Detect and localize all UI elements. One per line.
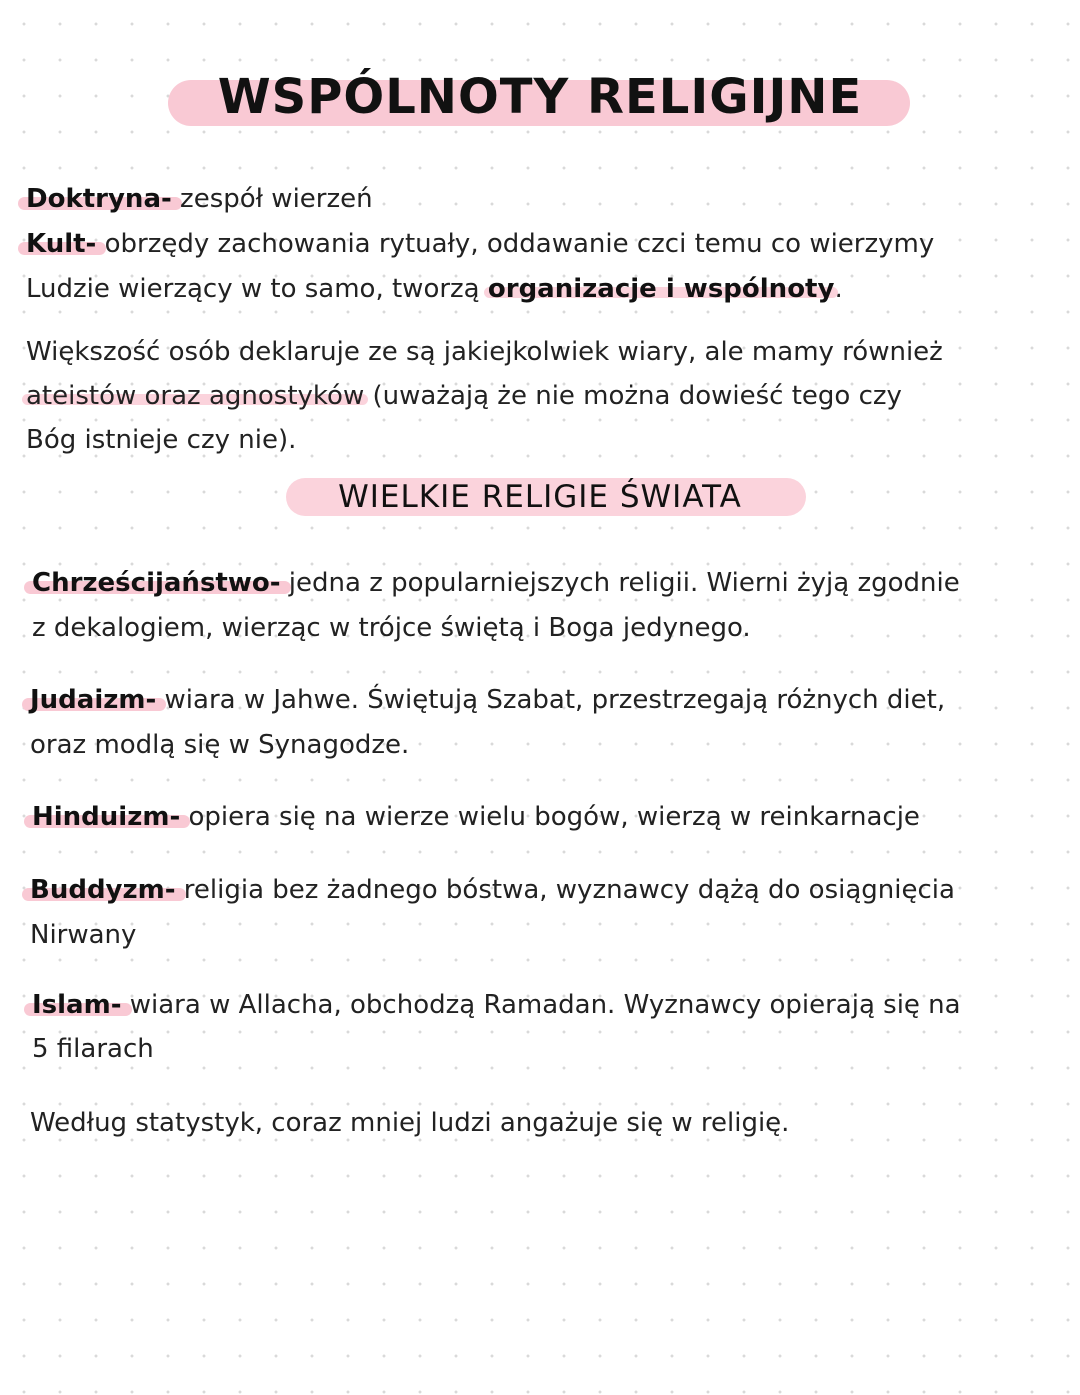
- section-subtitle: WIELKIE RELIGIE ŚWIATA: [338, 479, 742, 515]
- conclusion: Według statystyk, coraz mniej ludzi angażuje się w religię.: [30, 1108, 790, 1138]
- religion-item-line-2: z dekalogiem, wierząc w trójce świętą i Boga jedynego.: [32, 613, 751, 643]
- religion-item-line-2: 5 filarach: [32, 1034, 154, 1064]
- paragraph-line-1: Większość osób deklaruje ze są jakiejkolwiek wiary, ale mamy również: [26, 337, 943, 367]
- sentence-ludzie-text: Ludzie wierzący w to samo, tworzą: [26, 274, 488, 304]
- paragraph-highlight: ateistów oraz agnostyków: [26, 381, 365, 411]
- subtitle-block: [0, 470, 1080, 524]
- religion-item-line-1: [32, 561, 960, 605]
- religion-term: Chrześcijaństwo-: [32, 568, 281, 598]
- religion-item-line-1: [30, 678, 945, 722]
- paragraph-line-2: [26, 374, 902, 418]
- sentence-ludzie: [26, 267, 843, 311]
- title-block: [0, 64, 1080, 130]
- definition-kult-text: obrzędy zachowania rytuały, oddawanie czci temu co wierzymy: [96, 229, 935, 259]
- religion-term: Hinduizm-: [32, 802, 181, 832]
- term-doktryna: Doktryna-: [26, 184, 172, 214]
- religion-term: Judaizm-: [30, 685, 157, 715]
- paragraph-line-2-rest: (uważają że nie można dowieść tego czy: [364, 381, 902, 411]
- term-kult: Kult-: [26, 229, 97, 259]
- religion-text: opiera się na wierze wielu bogów, wierzą w reinkarnacje: [180, 802, 920, 832]
- definition-kult: [26, 222, 934, 266]
- religion-text: religia bez żadnego bóstwa, wyznawcy dążą do osiągnięcia: [175, 875, 955, 905]
- paragraph-line-3: Bóg istnieje czy nie).: [26, 425, 297, 455]
- religion-text: wiara w Allacha, obchodzą Ramadan. Wyznawcy opierają się na: [121, 990, 961, 1020]
- page-title: WSPÓLNOTY RELIGIJNE: [217, 69, 863, 125]
- religion-item-line-1: [32, 795, 920, 839]
- religion-term: Buddyzm-: [30, 875, 176, 905]
- sentence-ludzie-end: .: [834, 274, 843, 304]
- definition-doktryna-text: zespół wierzeń: [171, 184, 373, 214]
- definition-doktryna: [26, 177, 373, 221]
- religion-item-line-2: oraz modlą się w Synagodze.: [30, 730, 410, 760]
- religion-term: Islam-: [32, 990, 122, 1020]
- religion-text: wiara w Jahwe. Świętują Szabat, przestrzegają różnych diet,: [156, 685, 946, 715]
- religion-text: jedna z popularniejszych religii. Wierni żyją zgodnie: [280, 568, 960, 598]
- sentence-ludzie-bold: organizacje i wspólnoty: [487, 274, 835, 304]
- religion-item-line-2: Nirwany: [30, 920, 137, 950]
- religion-item-line-1: [32, 983, 961, 1027]
- religion-item-line-1: [30, 868, 955, 912]
